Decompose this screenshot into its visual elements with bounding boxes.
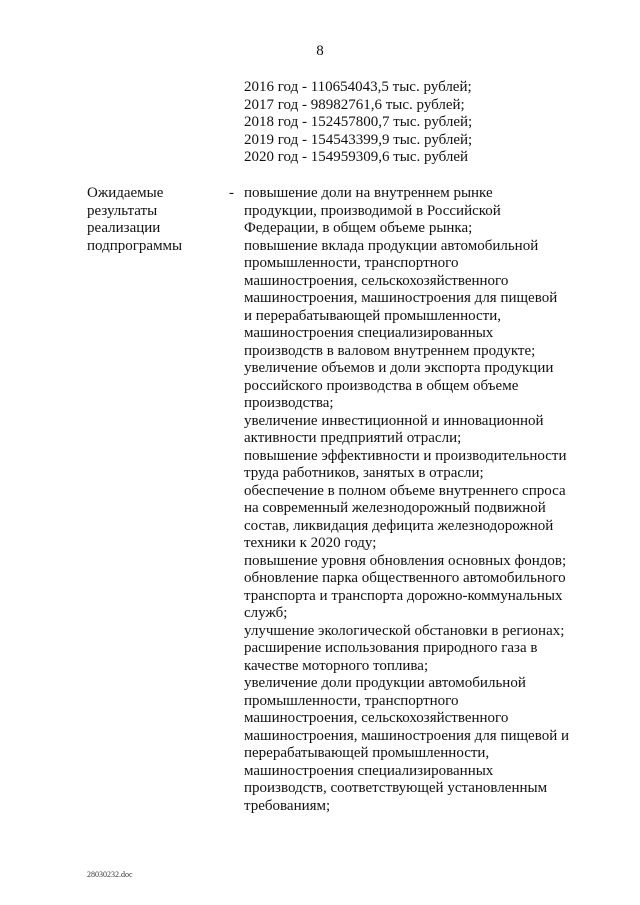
funding-line: 2018 год - 152457800,7 тыс. рублей; (244, 114, 473, 130)
section-label-line: реализации (87, 220, 161, 236)
result-line: служб; (244, 605, 288, 621)
result-line: обеспечение в полном объеме внутреннего спроса (244, 482, 566, 499)
result-line: повышение доли на внутреннем рынке (244, 185, 493, 201)
section-label-line: результаты (87, 202, 158, 219)
result-line: расширение использования природного газа в (244, 640, 538, 656)
separator-dash: - (229, 185, 234, 201)
expected-results (244, 185, 580, 815)
result-line: Федерации, в общем объеме рынка; (244, 220, 473, 236)
section-label-line: подпрограммы (87, 237, 183, 254)
section-label-line: Ожидаемые (87, 185, 164, 201)
funding-by-year (244, 79, 472, 167)
result-line: промышленности, транспортного (244, 692, 459, 709)
result-line: качестве моторного топлива; (244, 657, 429, 674)
result-line: улучшение экологической обстановки в регионах; (244, 622, 565, 639)
result-line: машиностроения специализированных (244, 325, 494, 341)
result-line: перерабатывающей промышленности, (244, 745, 490, 761)
result-line: требованиям; (244, 797, 331, 814)
file-name-footer: 28030232.doc (87, 870, 133, 879)
result-line: производств в валовом внутреннем продукте; (244, 342, 536, 359)
result-line: производства; (244, 395, 334, 411)
page-number: 8 (316, 43, 324, 59)
result-line: обновление парка общественного автомобильного (244, 570, 566, 586)
result-line: активности предприятий отрасли; (244, 430, 462, 446)
result-line: повышение вклада продукции автомобильной (244, 237, 539, 254)
result-line: российского производства в общем объеме (244, 377, 519, 394)
result-line: машиностроения, машиностроения для пищевой и (244, 727, 569, 744)
result-line: транспорта и транспорта дорожно-коммунальных (244, 587, 563, 604)
result-line: увеличение объемов и доли экспорта продукции (244, 360, 554, 376)
funding-line: 2017 год - 98982761,6 тыс. рублей; (244, 96, 465, 113)
result-line: промышленности, транспортного (244, 255, 459, 271)
result-line: машиностроения специализированных (244, 762, 494, 779)
result-line: продукции, производимой в Российской (244, 202, 501, 219)
result-line: техники к 2020 году; (244, 535, 377, 551)
funding-line: 2020 год - 154959309,6 тыс. рублей (244, 149, 469, 165)
result-line: увеличение инвестиционной и инновационной (244, 412, 544, 429)
result-line: и перерабатывающей промышленности, (244, 307, 501, 324)
section-label (87, 185, 227, 255)
result-line: машиностроения, сельскохозяйственного (244, 710, 509, 726)
result-line: производств, соответствующей установленным (244, 780, 548, 796)
funding-line: 2019 год - 154543399,9 тыс. рублей; (244, 131, 473, 148)
result-line: труда работников, занятых в отрасли; (244, 465, 484, 481)
result-line: на современный железнодорожный подвижной (244, 500, 546, 516)
result-line: машиностроения, сельскохозяйственного (244, 272, 509, 289)
result-line: машиностроения, машиностроения для пищевой (244, 290, 558, 306)
result-line: повышение эффективности и производительности (244, 447, 567, 464)
result-line: повышение уровня обновления основных фондов; (244, 552, 567, 569)
result-line: увеличение доли продукции автомобильной (244, 675, 526, 691)
funding-line: 2016 год - 110654043,5 тыс. рублей; (244, 79, 472, 95)
result-line: состав, ликвидация дефицита железнодорожной (244, 517, 554, 534)
